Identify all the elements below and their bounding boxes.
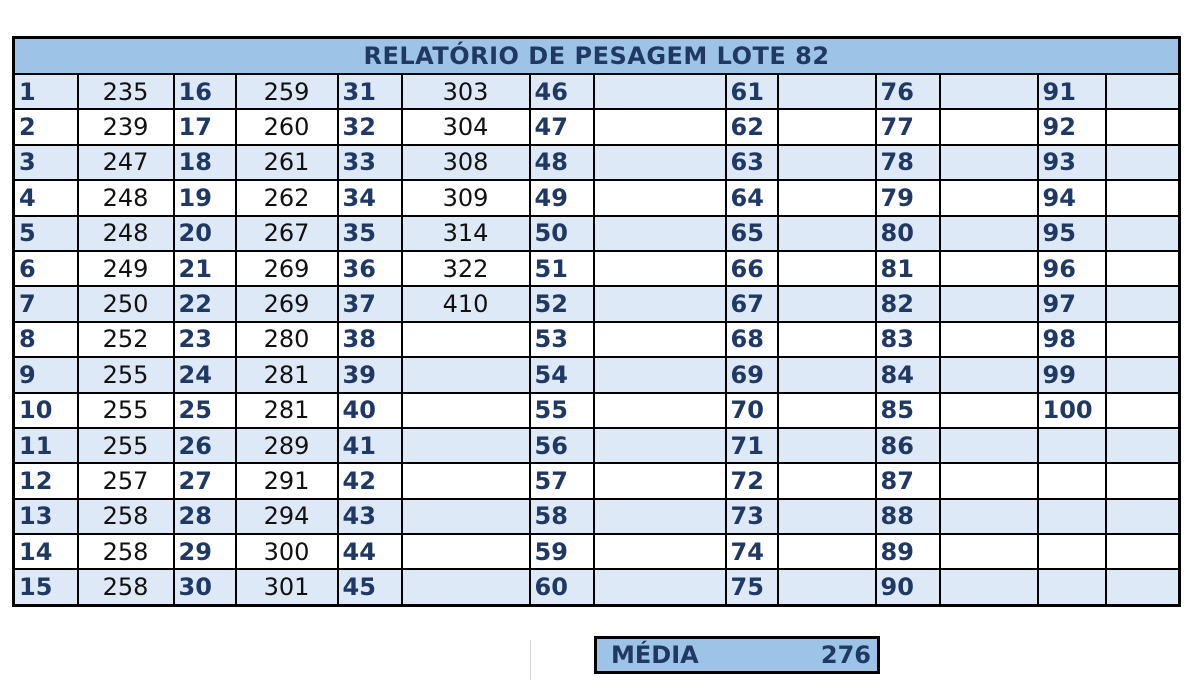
weight-value-cell [594,393,726,428]
weight-value-cell: 255 [78,428,174,463]
animal-number-cell: 22 [174,286,236,321]
animal-number-cell: 87 [876,463,940,498]
weight-value-cell: 235 [78,74,174,109]
weight-value-cell [778,145,876,180]
weight-value-cell [1106,322,1180,357]
animal-number-cell: 48 [530,145,594,180]
weight-value-cell: 262 [236,180,338,215]
animal-number-cell: 45 [338,569,402,605]
animal-number-cell: 32 [338,109,402,144]
weight-value-cell [402,463,530,498]
animal-number-cell: 99 [1038,357,1106,392]
animal-number-cell: 6 [14,251,78,286]
animal-number-cell: 41 [338,428,402,463]
weight-value-cell: 309 [402,180,530,215]
weight-value-cell [778,534,876,569]
table-row [14,463,1180,498]
table-row [14,499,1180,534]
weight-value-cell [778,286,876,321]
table-row [14,251,1180,286]
animal-number-cell: 24 [174,357,236,392]
animal-number-cell: 58 [530,499,594,534]
animal-number-cell: 84 [876,357,940,392]
weight-value-cell [940,109,1038,144]
animal-number-cell: 33 [338,145,402,180]
weight-value-cell [1106,499,1180,534]
weight-value-cell [594,251,726,286]
weight-value-cell: 258 [78,569,174,605]
weight-value-cell [940,286,1038,321]
weight-value-cell: 291 [236,463,338,498]
weight-value-cell [594,357,726,392]
animal-number-cell: 8 [14,322,78,357]
animal-number-cell: 64 [726,180,778,215]
weight-value-cell: 267 [236,216,338,251]
weight-value-cell [778,499,876,534]
gridline-fragment [530,640,531,680]
animal-number-cell: 82 [876,286,940,321]
animal-number-cell: 21 [174,251,236,286]
animal-number-cell: 54 [530,357,594,392]
weight-value-cell: 260 [236,109,338,144]
animal-number-cell: 18 [174,145,236,180]
weight-value-cell: 261 [236,145,338,180]
weight-value-cell [1106,109,1180,144]
animal-number-cell: 30 [174,569,236,605]
animal-number-cell: 72 [726,463,778,498]
weight-value-cell [778,569,876,605]
animal-number-cell: 28 [174,499,236,534]
weight-value-cell [778,322,876,357]
weight-value-cell [594,180,726,215]
table-row [14,428,1180,463]
animal-number-cell: 26 [174,428,236,463]
weight-value-cell: 281 [236,357,338,392]
weight-value-cell [1106,428,1180,463]
weight-value-cell [1106,463,1180,498]
animal-number-cell: 15 [14,569,78,605]
table-row [14,322,1180,357]
weight-value-cell: 255 [78,357,174,392]
animal-number-cell: 55 [530,393,594,428]
weight-value-cell [402,322,530,357]
average-label: MÉDIA [611,641,699,669]
weight-value-cell [594,463,726,498]
weight-value-cell: 303 [402,74,530,109]
weight-value-cell [778,251,876,286]
average-summary [594,636,880,674]
weight-value-cell: 259 [236,74,338,109]
weight-value-cell [778,109,876,144]
weight-value-cell: 248 [78,180,174,215]
animal-number-cell: 91 [1038,74,1106,109]
weight-value-cell [940,180,1038,215]
weight-value-cell: 289 [236,428,338,463]
weight-value-cell [778,428,876,463]
animal-number-cell: 70 [726,393,778,428]
animal-number-cell: 66 [726,251,778,286]
weight-value-cell: 410 [402,286,530,321]
weight-value-cell: 294 [236,499,338,534]
animal-number-cell: 83 [876,322,940,357]
animal-number-cell: 78 [876,145,940,180]
table-row [14,216,1180,251]
animal-number-cell: 11 [14,428,78,463]
animal-number-cell: 39 [338,357,402,392]
animal-number-cell: 79 [876,180,940,215]
animal-number-cell [1038,569,1106,605]
weight-value-cell [940,74,1038,109]
weight-value-cell [594,569,726,605]
animal-number-cell: 96 [1038,251,1106,286]
weight-value-cell [940,357,1038,392]
weight-value-cell [594,499,726,534]
weight-value-cell [940,145,1038,180]
table-row [14,180,1180,215]
weight-value-cell: 247 [78,145,174,180]
weight-value-cell [778,393,876,428]
table-row [14,145,1180,180]
table-row [14,286,1180,321]
weight-value-cell: 269 [236,251,338,286]
animal-number-cell: 16 [174,74,236,109]
weight-value-cell [940,251,1038,286]
weight-value-cell: 250 [78,286,174,321]
animal-number-cell: 56 [530,428,594,463]
weight-value-cell [1106,357,1180,392]
animal-number-cell: 80 [876,216,940,251]
animal-number-cell: 3 [14,145,78,180]
weight-value-cell [940,216,1038,251]
animal-number-cell: 13 [14,499,78,534]
weight-value-cell: 322 [402,251,530,286]
animal-number-cell: 59 [530,534,594,569]
animal-number-cell: 2 [14,109,78,144]
animal-number-cell: 53 [530,322,594,357]
weight-value-cell [1106,393,1180,428]
animal-number-cell: 23 [174,322,236,357]
animal-number-cell: 44 [338,534,402,569]
table-row [14,357,1180,392]
weight-value-cell: 304 [402,109,530,144]
weight-value-cell [778,180,876,215]
weight-value-cell [940,393,1038,428]
table-row [14,393,1180,428]
animal-number-cell: 7 [14,286,78,321]
animal-number-cell: 86 [876,428,940,463]
animal-number-cell: 46 [530,74,594,109]
animal-number-cell: 42 [338,463,402,498]
animal-number-cell: 49 [530,180,594,215]
animal-number-cell: 25 [174,393,236,428]
weight-value-cell [594,109,726,144]
weight-value-cell [1106,251,1180,286]
weight-value-cell: 252 [78,322,174,357]
animal-number-cell: 92 [1038,109,1106,144]
weight-value-cell: 248 [78,216,174,251]
animal-number-cell: 9 [14,357,78,392]
animal-number-cell: 20 [174,216,236,251]
animal-number-cell: 94 [1038,180,1106,215]
weight-value-cell: 257 [78,463,174,498]
weight-value-cell: 280 [236,322,338,357]
animal-number-cell: 100 [1038,393,1106,428]
animal-number-cell: 10 [14,393,78,428]
animal-number-cell: 89 [876,534,940,569]
animal-number-cell: 57 [530,463,594,498]
animal-number-cell: 52 [530,286,594,321]
weight-value-cell [402,534,530,569]
weight-value-cell: 314 [402,216,530,251]
weight-value-cell [1106,216,1180,251]
animal-number-cell: 81 [876,251,940,286]
animal-number-cell: 51 [530,251,594,286]
animal-number-cell: 19 [174,180,236,215]
animal-number-cell: 36 [338,251,402,286]
weight-value-cell [1106,145,1180,180]
animal-number-cell: 12 [14,463,78,498]
animal-number-cell: 76 [876,74,940,109]
animal-number-cell: 73 [726,499,778,534]
weight-value-cell [1106,74,1180,109]
table-row [14,534,1180,569]
weight-value-cell [402,357,530,392]
animal-number-cell: 17 [174,109,236,144]
animal-number-cell: 93 [1038,145,1106,180]
animal-number-cell: 75 [726,569,778,605]
animal-number-cell: 67 [726,286,778,321]
weight-value-cell [940,569,1038,605]
weight-value-cell [778,463,876,498]
weight-value-cell: 308 [402,145,530,180]
weight-value-cell [594,286,726,321]
animal-number-cell: 90 [876,569,940,605]
weight-value-cell [940,322,1038,357]
animal-number-cell [1038,534,1106,569]
weight-value-cell: 258 [78,499,174,534]
animal-number-cell: 37 [338,286,402,321]
weight-value-cell [1106,286,1180,321]
weight-value-cell [402,569,530,605]
animal-number-cell: 5 [14,216,78,251]
average-value: 276 [820,641,871,669]
weight-value-cell [778,74,876,109]
weighing-report-table [12,36,1181,607]
animal-number-cell: 95 [1038,216,1106,251]
weight-value-cell [1106,569,1180,605]
animal-number-cell [1038,463,1106,498]
weight-value-cell: 258 [78,534,174,569]
animal-number-cell: 29 [174,534,236,569]
weighing-report-sheet [12,36,1181,607]
animal-number-cell [1038,499,1106,534]
weight-value-cell [940,534,1038,569]
animal-number-cell: 61 [726,74,778,109]
animal-number-cell: 71 [726,428,778,463]
weight-value-cell [940,428,1038,463]
animal-number-cell: 74 [726,534,778,569]
weight-value-cell [594,428,726,463]
animal-number-cell: 85 [876,393,940,428]
weight-value-cell: 269 [236,286,338,321]
animal-number-cell: 34 [338,180,402,215]
animal-number-cell: 14 [14,534,78,569]
animal-number-cell: 62 [726,109,778,144]
animal-number-cell: 88 [876,499,940,534]
weight-value-cell [594,74,726,109]
table-row [14,74,1180,109]
weight-value-cell [594,145,726,180]
animal-number-cell: 4 [14,180,78,215]
weight-value-cell [778,357,876,392]
weight-value-cell: 249 [78,251,174,286]
animal-number-cell: 27 [174,463,236,498]
animal-number-cell: 63 [726,145,778,180]
animal-number-cell: 1 [14,74,78,109]
weight-value-cell [402,428,530,463]
animal-number-cell: 97 [1038,286,1106,321]
weight-value-cell: 281 [236,393,338,428]
animal-number-cell [1038,428,1106,463]
weight-value-cell [402,393,530,428]
weight-value-cell [594,322,726,357]
animal-number-cell: 40 [338,393,402,428]
animal-number-cell: 60 [530,569,594,605]
animal-number-cell: 47 [530,109,594,144]
weight-value-cell: 301 [236,569,338,605]
weight-value-cell: 239 [78,109,174,144]
animal-number-cell: 31 [338,74,402,109]
weight-value-cell: 300 [236,534,338,569]
report-title: RELATÓRIO DE PESAGEM LOTE 82 [14,38,1180,75]
animal-number-cell: 35 [338,216,402,251]
animal-number-cell: 65 [726,216,778,251]
animal-number-cell: 77 [876,109,940,144]
weight-value-cell: 255 [78,393,174,428]
animal-number-cell: 69 [726,357,778,392]
animal-number-cell: 98 [1038,322,1106,357]
weight-value-cell [594,216,726,251]
animal-number-cell: 43 [338,499,402,534]
animal-number-cell: 50 [530,216,594,251]
weight-value-cell [940,463,1038,498]
weight-value-cell [402,499,530,534]
weight-value-cell [1106,180,1180,215]
animal-number-cell: 68 [726,322,778,357]
table-row [14,569,1180,605]
table-row [14,109,1180,144]
weight-value-cell [594,534,726,569]
weight-value-cell [940,499,1038,534]
weight-value-cell [1106,534,1180,569]
animal-number-cell: 38 [338,322,402,357]
weight-value-cell [778,216,876,251]
